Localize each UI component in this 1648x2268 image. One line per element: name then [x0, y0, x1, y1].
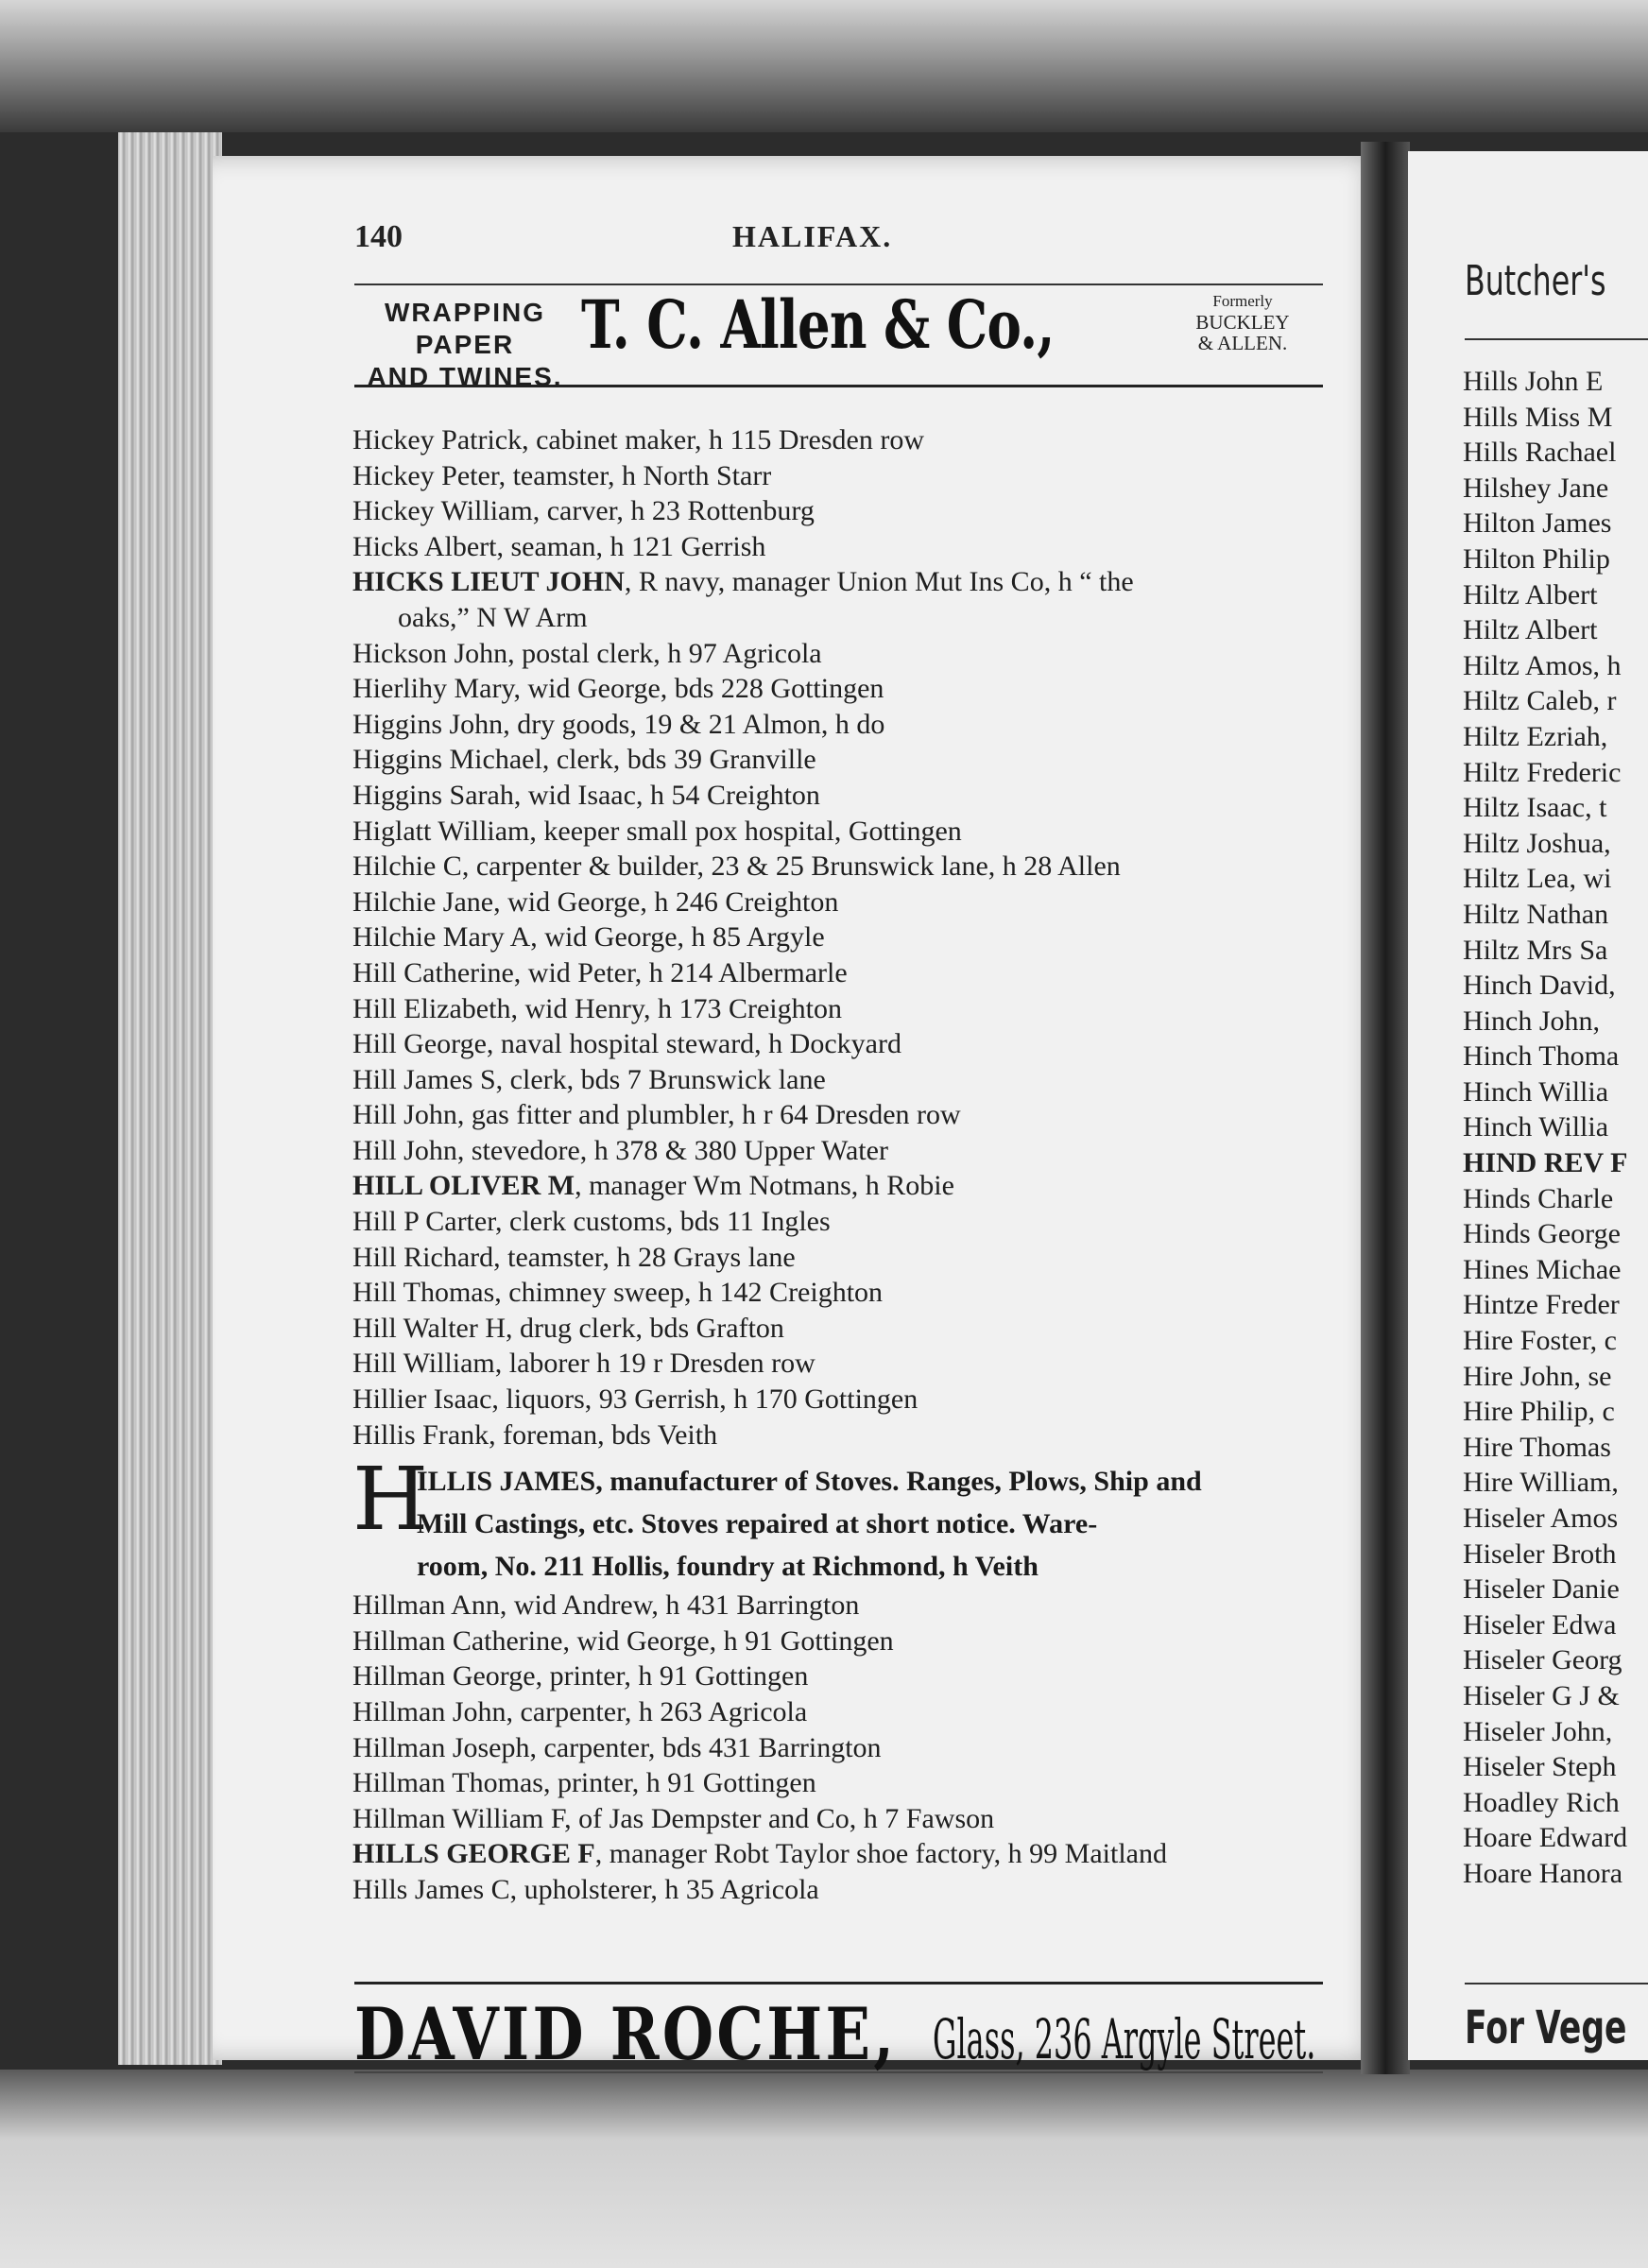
right-page-entry: Hiseler G J &	[1463, 1679, 1620, 1711]
entry-details: , manager Robt Taylor shoe factory, h 99 Maitland	[594, 1838, 1167, 1870]
entry-details: , wid George, h 246 Creighton	[493, 885, 839, 918]
entry-details: , wid George, h 91 Gottingen	[562, 1624, 894, 1657]
directory-entry	[352, 1872, 1326, 1908]
ad-formerly-block	[1162, 291, 1323, 353]
featured-line2: Mill Castings, etc. Stoves repaired at short notice. Ware-	[417, 1508, 1098, 1540]
featured-line1: ILLIS JAMES, manufacturer of Stoves. Ranges, Plows, Ship and	[417, 1466, 1202, 1498]
right-page-entry: Hinch Thoma	[1463, 1040, 1620, 1073]
directory-entry	[352, 742, 1326, 778]
entry-name: Hill Catherine	[352, 956, 514, 988]
right-page-entry: Hiltz Albert	[1463, 578, 1598, 610]
directory-entry	[352, 493, 1326, 529]
directory-entry	[352, 1418, 1326, 1453]
entry-name: Hill John	[352, 1099, 457, 1131]
footer-ad-detail: Glass, 236 Argyle Street.	[933, 2007, 1316, 2071]
right-page-footer: For Vege	[1465, 2002, 1627, 2054]
directory-entry	[352, 991, 1326, 1027]
entry-details: , printer, h 91 Gottingen	[542, 1767, 816, 1799]
entry-details: , stevedore, h 378 & 380 Upper Water	[456, 1134, 888, 1166]
entry-name: Hill Richard	[352, 1241, 494, 1273]
directory-entry	[352, 707, 1326, 743]
entries-before-feature	[352, 422, 1326, 1452]
entry-details: , naval hospital steward, h Dockyard	[486, 1028, 901, 1060]
right-page-entry: Hiseler Georg	[1463, 1644, 1622, 1676]
entry-name: Hill William	[352, 1348, 495, 1380]
entry-name: Hillier Isaac	[352, 1383, 492, 1416]
entry-details: , carver, h 23 Rottenburg	[532, 495, 815, 527]
entry-name: Hickey Patrick	[352, 424, 523, 455]
directory-entries	[352, 422, 1326, 1908]
entry-name: Hill P Carter	[352, 1206, 495, 1238]
featured-line3: room, No. 211 Hollis, foundry at Richmond, h Veith	[417, 1551, 1039, 1583]
entry-name: Higgins Michael	[352, 744, 542, 776]
entry-details: , clerk, bds 7 Brunswick lane	[495, 1063, 826, 1095]
right-page-entry: Hiseler John,	[1463, 1715, 1613, 1747]
entry-name: HILL OLIVER M	[352, 1170, 575, 1202]
right-page-entry: Hiltz Isaac, t	[1463, 792, 1607, 824]
entry-details: , clerk, bds 39 Granville	[541, 744, 816, 776]
directory-entry	[352, 1730, 1326, 1766]
right-page-entry: Hiseler Steph	[1463, 1751, 1617, 1783]
right-page-entry: Hiseler Edwa	[1463, 1608, 1617, 1641]
ad-formerly-line1: BUCKLEY	[1195, 311, 1290, 334]
right-page-entry: Hiseler Broth	[1463, 1538, 1617, 1570]
entry-name: Hills James C	[352, 1873, 510, 1905]
entry-name: Hickey Peter	[352, 459, 499, 491]
entry-details: , laborer h 19 r Dresden row	[494, 1348, 815, 1380]
right-page-entry: Hiltz Nathan	[1463, 898, 1609, 930]
entry-name: Hill John	[352, 1134, 457, 1166]
entry-name: Hill Elizabeth	[352, 992, 511, 1024]
entry-name: Hill George	[352, 1028, 487, 1060]
directory-entry	[352, 1240, 1326, 1276]
page-header	[354, 219, 1318, 266]
right-page-entry: Hinch Willia	[1463, 1075, 1609, 1108]
ad-company-name: T. C. Allen & Co.,	[581, 285, 1055, 364]
directory-entry	[352, 1168, 1326, 1204]
directory-entry	[352, 1275, 1326, 1311]
entry-details: , dry goods, 19 & 21 Almon, h do	[503, 708, 885, 740]
featured-dropcap: H	[352, 1449, 429, 1551]
ad-product-line2: AND TWINES.	[367, 362, 563, 391]
entry-details: , keeper small pox hospital, Gottingen	[529, 815, 962, 847]
directory-entry	[352, 1026, 1326, 1062]
entry-details: , clerk customs, bds 11 Ingles	[495, 1206, 831, 1238]
entry-details: , wid Andrew, h 431 Barrington	[499, 1589, 860, 1622]
featured-listing	[352, 1449, 1326, 1588]
ad-product-text	[356, 297, 574, 393]
header-advertisement	[354, 284, 1323, 391]
entry-details: , R navy, manager Union Mut Ins Co, h “ the	[624, 566, 1134, 598]
directory-entry	[352, 849, 1326, 885]
entry-name: Hierlihy Mary	[352, 673, 514, 705]
right-page-entry: HIND REV F	[1463, 1147, 1628, 1179]
right-page-rule	[1465, 338, 1648, 340]
right-page-entry: Hines Michae	[1463, 1253, 1622, 1285]
right-page-entry: Hiseler Amos	[1463, 1503, 1619, 1534]
directory-entry	[352, 1588, 1326, 1624]
right-page-entry: Hinds George	[1463, 1218, 1621, 1250]
entry-details: , gas fitter and plumbler, h r 64 Dresden row	[456, 1099, 961, 1131]
directory-entry	[352, 778, 1326, 814]
right-page-entry: Hilshey Jane	[1463, 472, 1609, 504]
entry-details: , carpenter, h 263 Agricola	[506, 1696, 808, 1727]
right-page-entry: Hinch David,	[1463, 970, 1616, 1002]
entry-name: Hicks Albert	[352, 530, 497, 562]
directory-entry	[352, 1765, 1326, 1801]
right-page-entry: Hintze Freder	[1463, 1289, 1620, 1321]
directory-entry	[352, 955, 1326, 991]
entry-name: Hilchie Mary A	[352, 921, 531, 954]
directory-entry	[352, 1836, 1326, 1872]
right-page-footer-rule	[1465, 1983, 1648, 1984]
right-page-entry: Hire Thomas	[1463, 1431, 1611, 1463]
running-title: HALIFAX.	[732, 219, 893, 253]
ad-formerly-label: Formerly	[1212, 292, 1273, 310]
entries-after-feature	[352, 1588, 1326, 1907]
entry-name: Hickey William	[352, 495, 533, 527]
scan-backdrop-top	[0, 0, 1648, 132]
entry-details: , teamster, h 28 Grays lane	[493, 1241, 796, 1273]
entry-details: , carpenter & builder, 23 & 25 Brunswick lane, h 28 Allen	[461, 850, 1121, 883]
entry-name: Higgins John	[352, 708, 504, 740]
right-page-entry: Hinch Willia	[1463, 1111, 1609, 1143]
entry-name: Hilchie C	[352, 850, 462, 883]
entry-details: , wid Isaac, h 54 Creighton	[513, 779, 820, 811]
entry-details: , cabinet maker, h 115 Dresden row	[522, 424, 924, 455]
entry-name: Hill Walter H	[352, 1312, 506, 1344]
right-page-entry: Hinch John,	[1463, 1005, 1600, 1037]
ad-product-line1: WRAPPING PAPER	[385, 298, 545, 359]
entry-details: , printer, h 91 Gottingen	[535, 1660, 809, 1692]
entry-name: Hillman George	[352, 1660, 536, 1692]
right-page-entry: Hire Philip, c	[1463, 1396, 1615, 1428]
directory-entry	[352, 1346, 1326, 1382]
right-page-entry: Hiltz Ezriah,	[1463, 720, 1608, 752]
directory-entry	[352, 1133, 1326, 1169]
entry-details: , chimney sweep, h 142 Creighton	[494, 1277, 884, 1309]
footer-ad-name: DAVID ROCHE,	[354, 1992, 898, 2076]
right-page-entry: Hiltz Frederic	[1463, 756, 1622, 788]
scan-backdrop-bottom	[0, 2070, 1648, 2268]
right-page-entries	[1463, 364, 1648, 1892]
entry-name: Hillman John	[352, 1696, 506, 1727]
footer-rule-bottom	[354, 2071, 1323, 2073]
right-page-entry: Hiltz Caleb, r	[1463, 685, 1617, 717]
entry-name: Higgins Sarah	[352, 779, 514, 811]
directory-entry	[352, 1204, 1326, 1240]
right-page-entry: Hills Miss M	[1463, 401, 1613, 433]
directory-entry	[352, 919, 1326, 955]
entry-details: , upholsterer, h 35 Agricola	[509, 1873, 819, 1905]
entry-name: HILLS GEORGE F	[352, 1838, 595, 1870]
directory-entry	[352, 1801, 1326, 1837]
entry-name: Hillman Joseph	[352, 1731, 530, 1763]
directory-entry	[352, 564, 1326, 635]
right-page-entry: Hills John E	[1463, 366, 1604, 397]
entry-name: Hickson John	[352, 637, 508, 669]
directory-entry	[352, 1311, 1326, 1347]
directory-entry	[352, 1097, 1326, 1133]
entry-continuation: oaks,” N W Arm	[398, 601, 588, 633]
right-page-entry: Hiltz Amos, h	[1463, 649, 1622, 681]
entry-details: , foreman, bds Veith	[489, 1418, 718, 1451]
book-gutter	[1361, 142, 1410, 2074]
entry-name: Hillman Thomas	[352, 1767, 543, 1799]
right-page-entry: Hiseler Danie	[1463, 1573, 1620, 1606]
directory-entry	[352, 1624, 1326, 1659]
entry-name: HICKS LIEUT JOHN	[352, 566, 625, 598]
entry-name: Hillis Frank	[352, 1418, 489, 1451]
entry-name: Hill James S	[352, 1063, 496, 1095]
directory-entry	[352, 814, 1326, 850]
entry-name: Hillman Ann	[352, 1589, 500, 1622]
directory-entry	[352, 636, 1326, 672]
directory-entry	[352, 671, 1326, 707]
book-page-edges	[118, 132, 222, 2065]
entry-name: Hillman William F	[352, 1802, 565, 1834]
directory-entry	[352, 458, 1326, 494]
entry-name: Higlatt William	[352, 815, 530, 847]
footer-rule	[354, 1982, 1323, 1984]
directory-entry	[352, 1694, 1326, 1730]
entry-details: , liquors, 93 Gerrish, h 170 Gottingen	[491, 1383, 918, 1416]
right-page-entry: Hinds Charle	[1463, 1182, 1614, 1214]
entry-details: , wid George, bds 228 Gottingen	[513, 673, 884, 705]
right-page-header: Butcher's	[1465, 257, 1606, 305]
right-page-entry: Hills Rachael	[1463, 437, 1617, 469]
ad-formerly-line2: & ALLEN.	[1197, 332, 1288, 354]
directory-entry	[352, 885, 1326, 920]
right-page-entry: Hoare Edward	[1463, 1822, 1628, 1854]
entry-details: , drug clerk, bds Grafton	[506, 1312, 784, 1344]
right-page-entry: Hiltz Joshua,	[1463, 827, 1611, 859]
right-page-entry: Hiltz Lea, wi	[1463, 863, 1612, 895]
entry-name: Hillman Catherine	[352, 1624, 563, 1657]
right-page-entry: Hoadley Rich	[1463, 1786, 1620, 1818]
directory-entry	[352, 422, 1326, 458]
entry-details: , manager Wm Notmans, h Robie	[575, 1170, 954, 1202]
right-page-entry: Hilton Philip	[1463, 542, 1610, 575]
directory-entry	[352, 1062, 1326, 1098]
entry-details: , of Jas Dempster and Co, h 7 Fawson	[564, 1802, 995, 1834]
directory-entry	[352, 1658, 1326, 1694]
right-page-entry: Hire Foster, c	[1463, 1325, 1617, 1357]
directory-entry	[352, 1382, 1326, 1418]
right-page-entry: Hilton James	[1463, 507, 1612, 540]
entry-details: , carpenter, bds 431 Barrington	[529, 1731, 882, 1763]
page-number: 140	[354, 219, 403, 254]
right-page-entry: Hiltz Albert	[1463, 614, 1598, 646]
right-page-entry: Hire William,	[1463, 1467, 1619, 1499]
right-page-entry: Hire John, se	[1463, 1360, 1612, 1392]
entry-details: , postal clerk, h 97 Agricola	[507, 637, 822, 669]
entry-details: , wid Henry, h 173 Creighton	[510, 992, 842, 1024]
entry-details: , wid George, h 85 Argyle	[530, 921, 825, 954]
directory-entry	[352, 529, 1326, 565]
entry-name: Hill Thomas	[352, 1277, 495, 1309]
entry-details: , seaman, h 121 Gerrish	[496, 530, 766, 562]
entry-details: , teamster, h North Starr	[498, 459, 772, 491]
entry-details: , wid Peter, h 214 Albermarle	[513, 956, 848, 988]
footer-advertisement	[354, 1992, 1328, 2077]
entry-name: Hilchie Jane	[352, 885, 494, 918]
right-page-entry: Hiltz Mrs Sa	[1463, 934, 1608, 966]
right-page-entry: Hoare Hanora	[1463, 1857, 1623, 1889]
